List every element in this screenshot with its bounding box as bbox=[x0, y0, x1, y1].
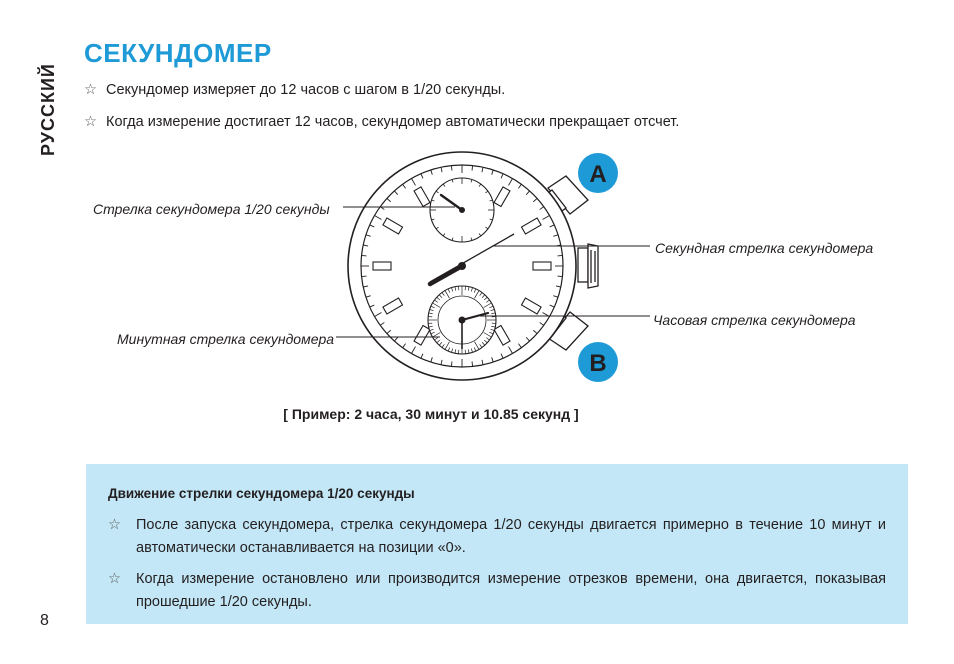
page-number: 8 bbox=[40, 612, 49, 629]
center-pin bbox=[458, 262, 466, 270]
tick-mark bbox=[472, 361, 473, 366]
note-text: После запуска секундомера, стрелка секундомера 1/20 секунды двигается примерно в течение 10 минут и автоматически останавливается на позиции «0». bbox=[136, 517, 886, 556]
tick-mark bbox=[451, 361, 452, 366]
star-outline-icon: ☆ bbox=[108, 517, 121, 533]
hour-marker bbox=[373, 262, 391, 270]
language-side-label: РУССКИЙ bbox=[38, 63, 58, 156]
figure-caption: [ Пример: 2 часа, 30 минут и 10.85 секунд ] bbox=[283, 406, 579, 422]
tick-mark bbox=[451, 166, 452, 171]
tick-mark bbox=[362, 255, 367, 256]
subdial-pin bbox=[459, 207, 465, 213]
star-outline-icon: ☆ bbox=[84, 114, 97, 130]
star-outline-icon: ☆ bbox=[84, 82, 97, 98]
crown bbox=[578, 244, 598, 288]
page-title: СЕКУНДОМЕР bbox=[84, 38, 272, 68]
button-a-label: A bbox=[589, 161, 607, 188]
note-box bbox=[86, 464, 908, 624]
bullet-text: Секундомер измеряет до 12 часов с шагом в 1/20 секунды. bbox=[106, 82, 506, 98]
note-text: Когда измерение остановлено или производится измерение отрезков времени, она двигается, показывая прошедшие 1/20 секунды. bbox=[136, 571, 886, 610]
star-outline-icon: ☆ bbox=[108, 571, 121, 587]
callout-second-hand: Секундная стрелка секундомера bbox=[655, 240, 874, 256]
hour-marker bbox=[533, 262, 551, 270]
tick-mark bbox=[472, 166, 473, 171]
note-item bbox=[108, 568, 886, 614]
subdial-pin bbox=[459, 317, 466, 324]
note-item bbox=[108, 514, 886, 560]
button-b-badge bbox=[578, 342, 618, 382]
callout-hour-hand: Часовая стрелка секундомера bbox=[653, 312, 856, 328]
button-a-badge bbox=[578, 153, 618, 193]
tick-mark bbox=[557, 276, 562, 277]
tick-mark bbox=[362, 276, 367, 277]
callout-minute-hand: Минутная стрелка секундомера bbox=[117, 331, 335, 347]
button-b-label: B bbox=[589, 350, 607, 377]
note-title: Движение стрелки секундомера 1/20 секунды bbox=[108, 486, 415, 501]
bullet-text: Когда измерение достигает 12 часов, секундомер автоматически прекращает отсчет. bbox=[106, 114, 680, 130]
tick-mark bbox=[557, 255, 562, 256]
callout-tenth-second-hand: Стрелка секундомера 1/20 секунды bbox=[93, 201, 330, 217]
